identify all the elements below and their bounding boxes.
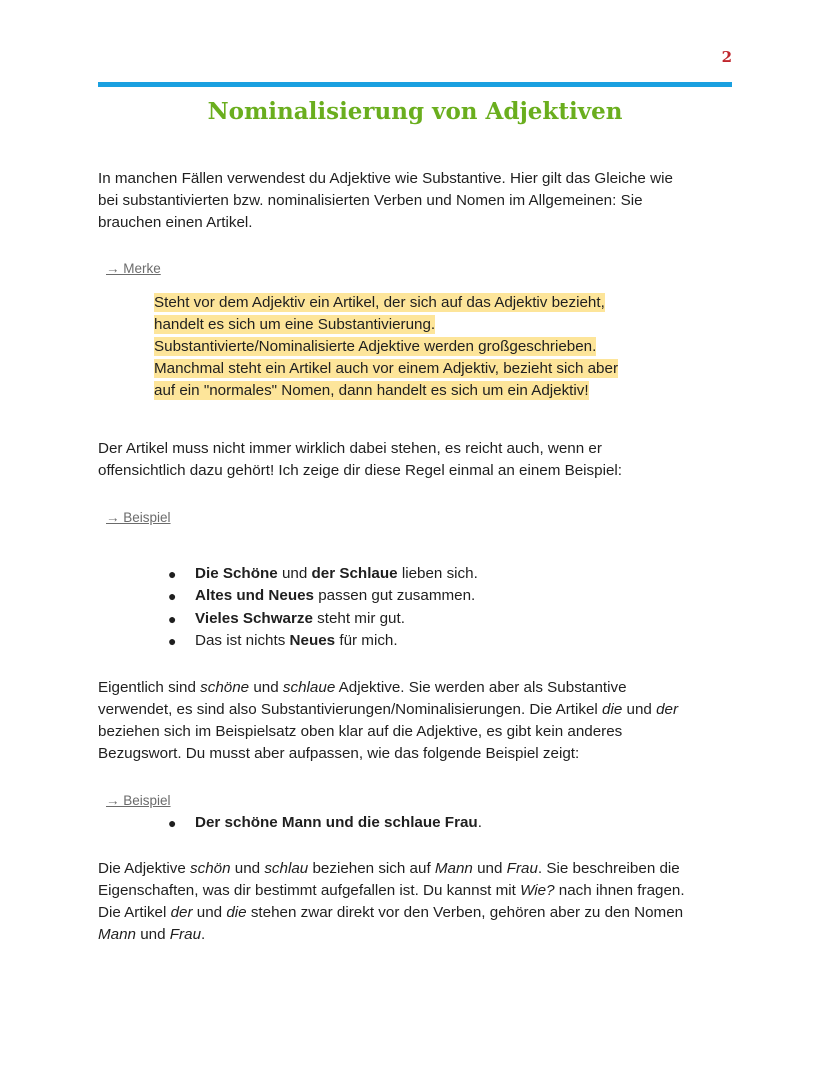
merke-line: auf ein "normales" Nomen, dann handelt es sich um ein Adjektiv!	[154, 382, 589, 399]
list-item	[168, 630, 478, 652]
italic-term: schön	[190, 860, 231, 877]
intro-line: In manchen Fällen verwendest du Adjektive wie Substantive. Hier gilt das Gleiche wie	[98, 170, 673, 187]
text: und	[622, 701, 657, 718]
intro-paragraph	[98, 168, 738, 234]
example-list-1	[168, 563, 478, 652]
bullet-icon: ●	[168, 588, 177, 605]
rule-line: Der Artikel muss nicht immer wirklich dabei stehen, es reicht auch, wenn er	[98, 440, 602, 457]
bullet-icon: ●	[168, 610, 177, 627]
text: stehen zwar direkt vor den Verben, gehören aber zu den Nomen	[246, 904, 684, 921]
text: und	[192, 904, 227, 921]
italic-term: schlaue	[282, 679, 336, 696]
bold-term: Neues	[289, 631, 336, 649]
list-item	[168, 608, 478, 630]
merke-line: Substantivierte/Nominalisierte Adjektive werden großgeschrieben.	[154, 338, 597, 355]
merke-highlight-box	[154, 292, 674, 402]
text: steht mir gut.	[312, 609, 405, 627]
intro-line: brauchen einen Artikel.	[98, 214, 253, 231]
bold-term: Der schöne Mann und die schlaue Frau	[195, 814, 478, 831]
beispiel-link-2[interactable]: → Beispiel	[106, 793, 171, 808]
text: und	[277, 565, 312, 582]
text: Eigentlich sind	[98, 679, 201, 696]
page-title: Nominalisierung von Adjektiven	[207, 98, 623, 125]
text: Eigenschaften, was dir bestimmt aufgefallen ist. Du kannst mit	[98, 882, 521, 899]
bullet-icon: ●	[168, 815, 177, 831]
merke-line: handelt es sich um eine Substantivierung.	[154, 316, 436, 333]
page-number: 2	[721, 48, 732, 66]
rule-paragraph	[98, 438, 738, 482]
text: .	[201, 926, 206, 943]
bold-term: Die Schöne	[195, 565, 278, 582]
bullet-icon: ●	[168, 632, 177, 649]
header-divider	[98, 82, 732, 87]
text: nach ihnen fragen.	[554, 882, 685, 899]
text: für mich.	[335, 631, 398, 649]
intro-line: bei substantivierten bzw. nominalisierten Verben und Nomen im Allgemeinen: Sie	[98, 192, 643, 209]
text: Die Artikel	[98, 904, 171, 921]
bold-term: Altes und Neues	[195, 587, 314, 605]
text: passen gut zusammen.	[314, 587, 476, 605]
text: beziehen sich im Beispielsatz oben klar auf die Adjektive, es gibt kein anderes	[98, 723, 623, 740]
text: und	[472, 860, 507, 877]
merke-link[interactable]: → Merke	[106, 261, 161, 276]
italic-term: Wie?	[520, 882, 555, 899]
italic-term: Frau	[506, 860, 538, 877]
list-item	[168, 812, 482, 834]
italic-term: schlau	[264, 860, 309, 877]
italic-term: die	[602, 701, 623, 718]
example-list-2	[168, 812, 482, 834]
text: Das ist nichts	[195, 631, 290, 649]
text: und	[136, 926, 170, 943]
text: . Sie beschreiben die	[537, 860, 680, 877]
italic-term: Mann	[98, 926, 136, 943]
list-item	[168, 563, 478, 585]
explanation-paragraph	[98, 677, 738, 765]
merke-line: Manchmal steht ein Artikel auch vor einem Adjektiv, bezieht sich aber	[154, 360, 619, 377]
text: Adjektive. Sie werden aber als Substantive	[335, 679, 627, 696]
bold-term: der Schlaue	[311, 565, 398, 582]
list-item	[168, 585, 478, 607]
bullet-icon: ●	[168, 566, 177, 582]
text: und	[249, 679, 283, 696]
italic-term: Frau	[169, 926, 202, 943]
italic-term: die	[226, 904, 247, 921]
text: Bezugswort. Du musst aber aufpassen, wie das folgende Beispiel zeigt:	[98, 745, 580, 762]
text: beziehen sich auf	[308, 860, 435, 877]
text: lieben sich.	[397, 565, 478, 582]
text: und	[230, 860, 265, 877]
text: .	[477, 814, 482, 831]
italic-term: der	[656, 701, 679, 718]
merke-line: Steht vor dem Adjektiv ein Artikel, der sich auf das Adjektiv bezieht,	[154, 294, 605, 311]
italic-term: der	[170, 904, 193, 921]
text: Die Adjektive	[98, 860, 191, 877]
italic-term: Mann	[434, 860, 473, 877]
text: verwendet, es sind also Substantivierungen/Nominalisierungen. Die Artikel	[98, 701, 602, 718]
rule-line: offensichtlich dazu gehört! Ich zeige dir diese Regel einmal an einem Beispiel:	[98, 462, 622, 479]
italic-term: schöne	[200, 679, 250, 696]
bold-term: Vieles Schwarze	[195, 609, 313, 627]
conclusion-paragraph	[98, 858, 738, 946]
beispiel-link-1[interactable]: → Beispiel	[106, 510, 171, 525]
